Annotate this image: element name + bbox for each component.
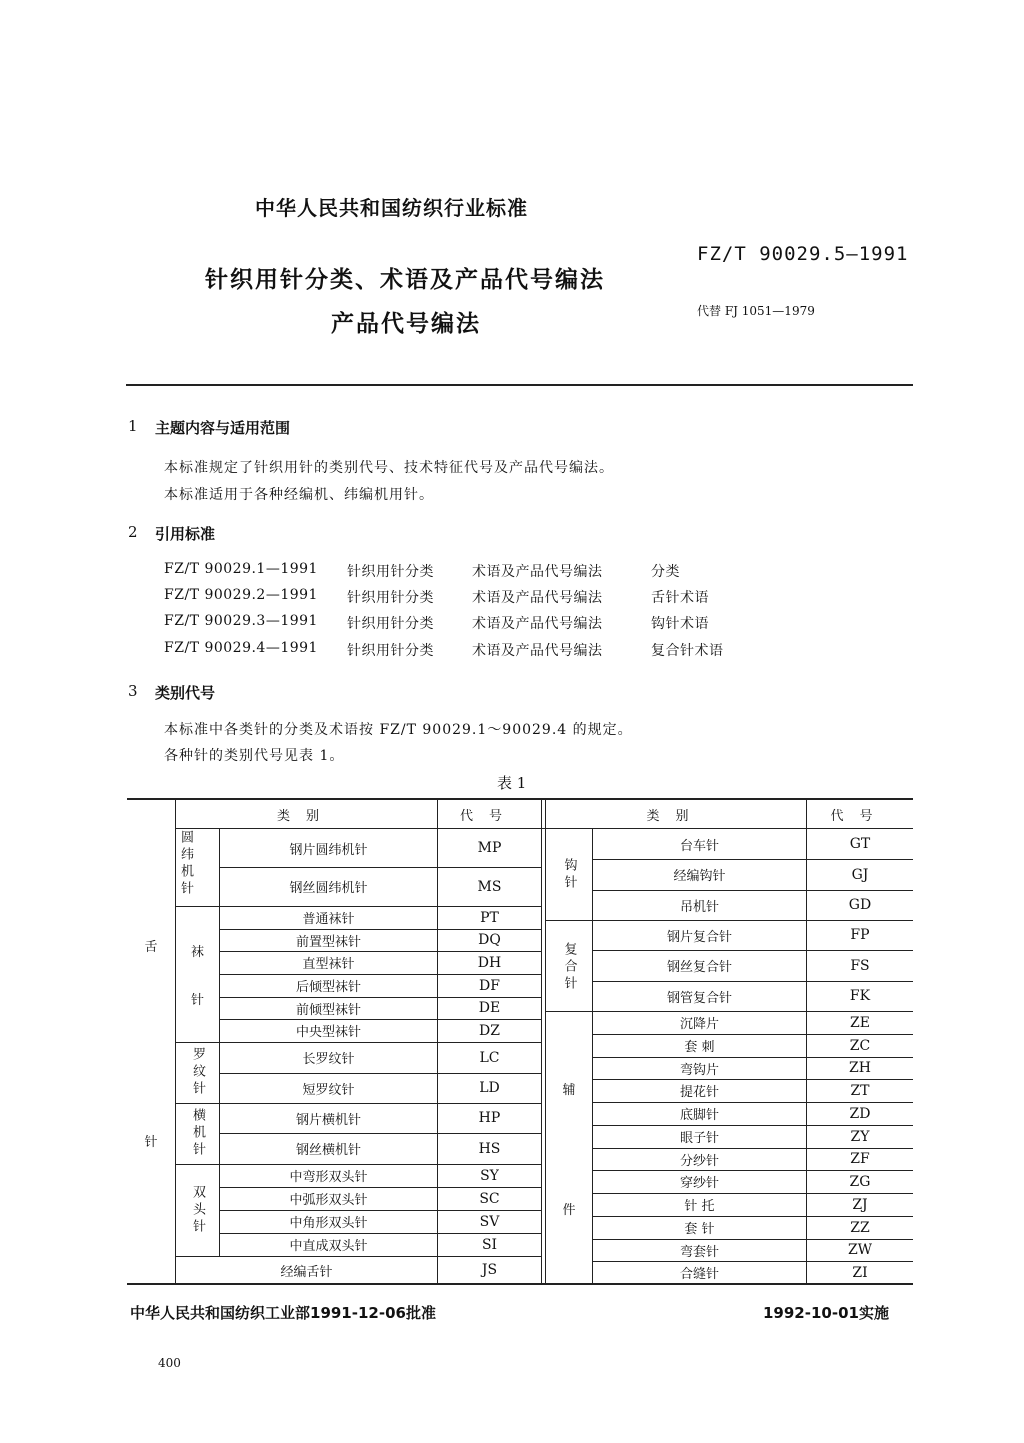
category-name: 中角形双头针 [289, 1216, 368, 1231]
category-name: 提花针 [679, 1085, 719, 1100]
category-code: ZD [849, 1105, 871, 1122]
category-name: 眼子针 [679, 1131, 719, 1146]
category-name: 钢片复合针 [666, 929, 732, 945]
category-name: 钢片横机针 [295, 1112, 361, 1128]
category-code: SV [479, 1213, 500, 1230]
category-name: 钢丝横机针 [295, 1143, 361, 1158]
reference-part1: 针织用针分类 [347, 616, 434, 632]
category-name: 直型袜针 [302, 957, 355, 972]
category-name: 钢丝圆纬机针 [289, 881, 368, 896]
category-name: 前倾型袜针 [295, 1002, 361, 1018]
reference-part2: 术语及产品代号编法 [472, 616, 603, 632]
section-2-title: 引用标准 [155, 525, 216, 543]
section-2-number: 2 [128, 523, 138, 541]
category-code: MP [477, 840, 502, 856]
reference-part3: 舌针术语 [651, 590, 709, 606]
category-code: GD [848, 897, 872, 913]
category-name: 钢片圆纬机针 [289, 842, 368, 858]
category-code: GT [849, 836, 871, 852]
reference-part2: 术语及产品代号编法 [472, 643, 603, 659]
category-code: ZT [850, 1082, 870, 1099]
category-code: ZF [850, 1151, 870, 1167]
section-3-paragraph: 本标准中各类针的分类及术语按 FZ/T 90029.1～90029.4 的规定。 [164, 722, 633, 738]
table-vline [541, 799, 542, 1284]
category-name: 普通袜针 [302, 912, 355, 927]
category-name: 中直成双头针 [289, 1239, 368, 1254]
group-label-top: 袜 [190, 944, 204, 960]
outer-group-top-label: 舌 [144, 939, 158, 955]
category-code: SC [479, 1190, 500, 1207]
category-code: ZC [849, 1037, 871, 1054]
category-code: ZI [852, 1264, 868, 1281]
reference-part3: 复合针术语 [651, 643, 724, 659]
category-code: DZ [479, 1022, 500, 1039]
category-name: 前置型袜针 [295, 934, 361, 950]
category-name: 经编舌针 [280, 1264, 333, 1280]
group-label-bottom: 件 [562, 1202, 576, 1218]
category-name: 沉降片 [679, 1017, 719, 1032]
section-1-title: 主题内容与适用范围 [155, 419, 291, 437]
category-name: 短罗纹针 [302, 1082, 355, 1098]
section-1-number: 1 [128, 417, 138, 435]
category-code: ZJ [852, 1196, 868, 1213]
section-3-title: 类别代号 [155, 684, 216, 702]
effective-date: 1992-10-01实施 [763, 1304, 889, 1322]
category-name: 钢丝复合针 [666, 960, 732, 975]
group-label: 钩针 [561, 858, 577, 892]
category-name: 套 刺 [684, 1040, 715, 1055]
section-3-number: 3 [128, 682, 138, 700]
category-code: DH [477, 954, 502, 971]
section-3-paragraph: 各种针的类别代号见表 1。 [164, 748, 345, 764]
group-label: 横机针 [190, 1107, 205, 1159]
main-title: 针织用针分类、术语及产品代号编法 [205, 267, 605, 293]
group-label-top: 辅 [562, 1082, 576, 1098]
reference-part1: 针织用针分类 [347, 590, 434, 606]
category-name: 经编钩针 [673, 869, 726, 884]
header-category: 类别 [276, 808, 335, 824]
reference-part3: 钩针术语 [651, 616, 709, 632]
reference-part3: 分类 [651, 564, 680, 580]
table-caption: 表 1 [497, 774, 527, 792]
category-code: FP [850, 927, 870, 943]
category-code: PT [480, 909, 499, 926]
reference-code: FZ/T 90029.3—1991 [164, 613, 318, 629]
reference-part1: 针织用针分类 [347, 643, 434, 659]
standard-code: FZ/T 90029.5—1991 [697, 243, 909, 265]
group-label: 复合针 [561, 941, 577, 993]
outer-group-bottom-label: 针 [144, 1134, 158, 1150]
reference-part1: 针织用针分类 [347, 564, 434, 580]
category-code: HS [478, 1140, 501, 1157]
sub-title: 产品代号编法 [331, 311, 481, 337]
header-category: 类别 [646, 808, 705, 824]
category-code: GJ [851, 866, 869, 883]
group-label-bottom: 针 [190, 992, 204, 1008]
category-code: DQ [478, 932, 501, 948]
reference-code: FZ/T 90029.4—1991 [164, 640, 318, 656]
group-label: 罗纹针 [190, 1046, 205, 1098]
approval-note: 中华人民共和国纺织工业部1991-12-06批准 [130, 1304, 436, 1322]
reference-code: FZ/T 90029.1—1991 [164, 561, 318, 577]
category-code: ZY [850, 1128, 870, 1145]
category-name: 弯钩片 [679, 1062, 719, 1078]
category-code: ZW [847, 1242, 873, 1258]
category-code: ZG [849, 1173, 871, 1190]
reference-part2: 术语及产品代号编法 [472, 590, 603, 606]
category-name: 台车针 [679, 838, 719, 854]
section-1-paragraph: 本标准规定了针织用针的类别代号、技术特征代号及产品代号编法。 [164, 460, 614, 476]
group-label: 双头针 [190, 1184, 205, 1236]
category-name: 后倾型袜针 [295, 980, 361, 995]
category-name: 针 托 [684, 1199, 715, 1214]
reference-code: FZ/T 90029.2—1991 [164, 587, 318, 603]
category-code: SI [481, 1236, 498, 1253]
category-name: 套 针 [684, 1222, 715, 1237]
section-1-paragraph: 本标准适用于各种经编机、纬编机用针。 [164, 487, 434, 503]
category-name: 中弧形双头针 [289, 1193, 368, 1208]
category-code: ZE [850, 1014, 870, 1031]
category-code: LC [479, 1049, 500, 1066]
category-code: HP [478, 1110, 501, 1126]
category-code: JS [481, 1262, 498, 1278]
category-name: 中弯形双头针 [289, 1170, 368, 1185]
category-name: 分纱针 [679, 1153, 719, 1169]
category-code: DE [478, 1000, 501, 1016]
category-name: 吊机针 [679, 899, 719, 915]
category-code: FK [849, 988, 871, 1004]
category-name: 底脚针 [679, 1108, 719, 1123]
category-name: 穿纱针 [679, 1176, 719, 1191]
category-name: 中央型袜针 [295, 1025, 361, 1040]
header-code: 代号 [830, 808, 889, 824]
category-code: FS [850, 957, 870, 974]
org-title: 中华人民共和国纺织行业标准 [255, 196, 528, 220]
category-code: ZH [849, 1060, 871, 1076]
reference-part2: 术语及产品代号编法 [472, 564, 603, 580]
group-label: 圆纬机针 [178, 830, 193, 898]
category-code: MS [477, 878, 502, 895]
category-code: SY [480, 1167, 499, 1184]
replaces-note: 代替 FJ 1051—1979 [697, 304, 815, 318]
category-name: 长罗纹针 [302, 1052, 355, 1067]
category-name: 钢管复合针 [666, 990, 732, 1006]
category-code: ZZ [850, 1219, 870, 1236]
category-code: LD [479, 1080, 500, 1096]
category-name: 弯套针 [679, 1244, 719, 1260]
header-code: 代号 [459, 808, 518, 824]
page-number: 400 [158, 1356, 181, 1370]
category-name: 合缝针 [679, 1267, 719, 1282]
category-code: DF [479, 977, 500, 994]
